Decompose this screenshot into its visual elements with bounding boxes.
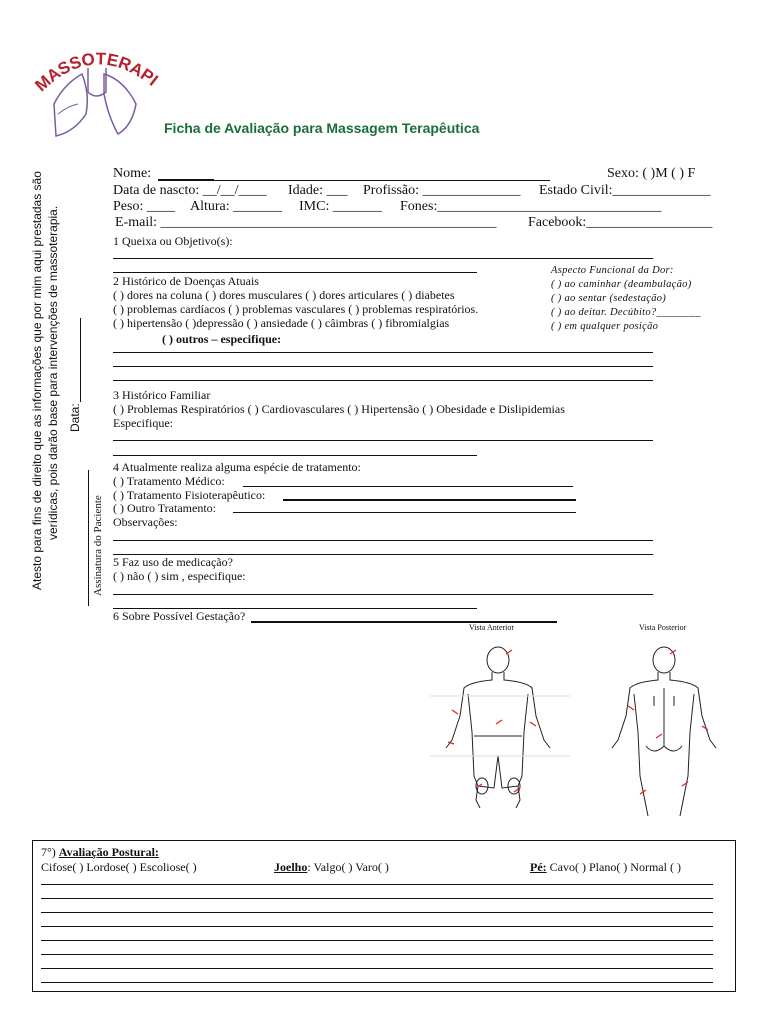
s7-line-8[interactable]: [41, 982, 713, 983]
s5-line-1[interactable]: [113, 594, 653, 595]
section-2-title: 2 Histórico de Doenças Atuais: [113, 274, 259, 288]
section-5-title: 5 Faz uso de medicação?: [113, 555, 233, 569]
s2-options-2[interactable]: ( ) problemas cardíacos ( ) problemas vasculares ( ) problemas respiratórios.: [113, 302, 479, 316]
hands-logo-icon: [34, 44, 162, 140]
s7-pe-options[interactable]: [530, 860, 681, 875]
pain-aspect-title: Aspecto Funcional da Dor:: [551, 265, 674, 276]
altura-field[interactable]: Altura: _______: [190, 199, 283, 214]
date-line: [80, 318, 81, 402]
s7-line-2[interactable]: [41, 898, 713, 899]
nome-field[interactable]: [113, 166, 151, 182]
joelho-label: Joelho: [274, 860, 308, 874]
body-anterior-figure[interactable]: [430, 636, 570, 826]
s7-line-7[interactable]: [41, 968, 713, 969]
signature-line: [88, 470, 89, 606]
s4-medico[interactable]: ( ) Tratamento Médico:: [113, 474, 225, 488]
s2-line-1[interactable]: [113, 352, 653, 353]
attestation-line-1: Atesto para fins de direito que as informações que por mim aqui prestadas são: [30, 171, 44, 590]
section-4-title: 4 Atualmente realiza alguma espécie de tratamento:: [113, 460, 361, 474]
form-title: Ficha de Avaliação para Massagem Terapêutica: [164, 120, 480, 136]
facebook-field[interactable]: Facebook:__________________: [528, 215, 713, 230]
s3-especifique: Especifique:: [113, 416, 173, 430]
data-nascimento-field[interactable]: Data de nascto: __/__/____: [113, 183, 267, 198]
profissao-field[interactable]: Profissão: ______________: [363, 183, 521, 198]
section-7-number: 7°): [41, 845, 59, 859]
pain-lying[interactable]: ( ) ao deitar. Decúbito?________: [551, 307, 701, 318]
pe-values: Cavo( ) Plano( ) Normal ( ): [546, 860, 681, 874]
imc-field[interactable]: IMC: _______: [299, 199, 382, 214]
vista-posterior-label: Vista Posterior: [639, 623, 687, 632]
signature-label: Assinatura do Paciente: [92, 495, 104, 596]
s7-coluna-options[interactable]: Cifose( ) Lordose( ) Escoliose( ): [41, 860, 197, 874]
section-3-title: 3 Histórico Familiar: [113, 388, 211, 402]
section-1-title: 1 Queixa ou Objetivo(s):: [113, 234, 233, 248]
s4-outro[interactable]: ( ) Outro Tratamento:: [113, 501, 216, 515]
s4-line-1[interactable]: [113, 540, 653, 541]
s3-options[interactable]: ( ) Problemas Respiratórios ( ) Cardiovasculares ( ) Hipertensão ( ) Obesidade e Dislipidemias: [113, 402, 565, 416]
peso-field[interactable]: Peso: ____: [113, 199, 175, 214]
email-field[interactable]: E-mail: ________________________________________________: [115, 215, 497, 230]
s7-line-5[interactable]: [41, 940, 713, 941]
s4-observacoes: Observações:: [113, 515, 178, 529]
s2-line-2[interactable]: [113, 366, 653, 367]
avaliacao-postural-box: [32, 840, 736, 992]
s4-outro-line[interactable]: [233, 512, 576, 513]
s7-line-1[interactable]: [41, 884, 713, 885]
date-label: Data:: [68, 403, 82, 432]
section-7-label: Avaliação Postural:: [58, 845, 159, 859]
s4-medico-line[interactable]: [243, 486, 573, 487]
attestation-line-2: verídicas, pois darão base para intervenções de massoterapia.: [46, 205, 60, 540]
body-posterior-figure[interactable]: [604, 636, 724, 826]
vista-anterior-label: Vista Anterior: [469, 623, 515, 632]
pain-any-position[interactable]: ( ) em qualquer posição: [551, 321, 659, 332]
massoterapia-logo: [34, 44, 162, 140]
s4-fisio-line[interactable]: [283, 499, 576, 501]
s2-outros[interactable]: ( ) outros – especifique:: [162, 332, 282, 346]
estado-civil-field[interactable]: Estado Civil:______________: [539, 183, 711, 198]
s2-options-1[interactable]: ( ) dores na coluna ( ) dores musculares ( ) dores articulares ( ) diabetes: [113, 288, 455, 302]
idade-field[interactable]: Idade: ___: [288, 183, 348, 198]
joelho-values: : Valgo( ) Varo( ): [307, 860, 389, 874]
nome-line: [158, 180, 550, 181]
pain-walking[interactable]: ( ) ao caminhar (deambulação): [551, 279, 692, 290]
svg-text:MASSOTERAPIA: ASSOTERAPI: [43, 49, 162, 90]
s7-line-3[interactable]: [41, 912, 713, 913]
nome-label: Nome:: [113, 166, 152, 181]
s2-line-3[interactable]: [113, 380, 653, 381]
s5-options[interactable]: ( ) não ( ) sim , especifique:: [113, 569, 246, 583]
s7-joelho-options[interactable]: [274, 860, 389, 875]
section-6-title: 6 Sobre Possível Gestação?: [113, 609, 246, 623]
fones-field[interactable]: Fones:________________________________: [400, 199, 662, 214]
s4-fisio[interactable]: ( ) Tratamento Fisioterapêutico:: [113, 488, 266, 502]
nome-line-bold: [158, 179, 214, 181]
s1-line-1[interactable]: [113, 258, 653, 259]
s3-line-2[interactable]: [113, 455, 477, 456]
s1-line-2[interactable]: [113, 272, 477, 273]
s3-line-1[interactable]: [113, 440, 653, 441]
s7-line-6[interactable]: [41, 954, 713, 955]
section-7-title: [41, 845, 159, 860]
pain-sitting[interactable]: ( ) ao sentar (sedestação): [551, 293, 667, 304]
sexo-field[interactable]: Sexo: ( )M ( ) F: [607, 166, 696, 181]
s2-options-3[interactable]: ( ) hipertensão ( )depressão ( ) ansiedade ( ) câimbras ( ) fibromialgias: [113, 316, 450, 330]
s7-line-4[interactable]: [41, 926, 713, 927]
pe-label: Pé:: [530, 860, 547, 874]
